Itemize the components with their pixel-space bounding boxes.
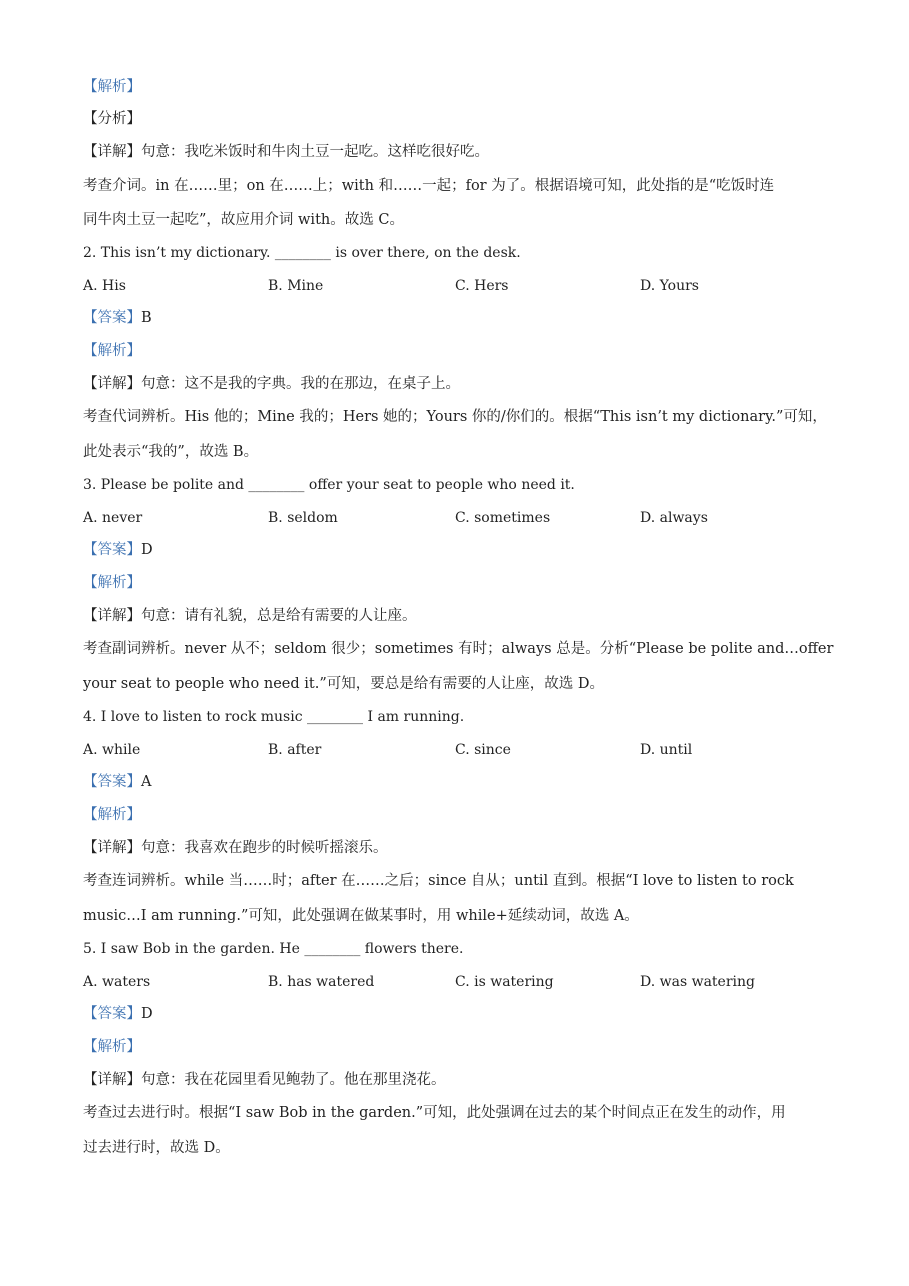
q2-stem: 2. This isn’t my dictionary. ________ is over there, on the desk. [83,245,521,261]
q3-option-d: D. always [640,510,708,526]
q2-answer: 【答案】B [83,310,152,326]
q4-option-d: D. until [640,742,693,758]
q3-option-a: A. never [83,510,143,526]
q4-explanation-2: music…I am running.”可知，此处强调在做某事时，用 while+延续动词，故选 A。 [83,908,639,924]
q4-explanation-1: 考查连词辨析。while 当……时；after 在……之后；since 自从；until 直到。根据“I love to listen to rock [83,873,794,889]
q3-detail: 【详解】句意：请有礼貌，总是给有需要的人让座。 [83,608,417,624]
q4-detail: 【详解】句意：我喜欢在跑步的时候听摇滚乐。 [83,840,388,856]
analysis-tag: 【解析】 [83,79,141,95]
q5-option-b: B. has watered [268,974,375,990]
q2-option-d: D. Yours [640,278,699,294]
q2-option-b: B. Mine [268,278,324,294]
q3-answer: 【答案】D [83,542,153,558]
q2-explanation-2: 此处表示“我的”，故选 B。 [83,444,259,460]
q3-explanation-2: your seat to people who need it.”可知，要总是给有需要的人让座，故选 D。 [83,676,604,692]
q3-stem: 3. Please be polite and ________ offer your seat to people who need it. [83,477,575,493]
q4-option-c: C. since [455,742,511,758]
q4-analysis-tag: 【解析】 [83,807,141,823]
q1-explanation-1: 考查介词。in 在……里；on 在……上；with 和……一起；for 为了。根据语境可知，此处指的是“吃饭时连 [83,178,775,194]
q5-detail: 【详解】句意：我在花园里看见鲍勃了。他在那里浇花。 [83,1072,446,1088]
q5-option-a: A. waters [83,974,151,990]
q4-stem: 4. I love to listen to rock music ________ I am running. [83,709,465,725]
q2-option-c: C. Hers [455,278,509,294]
q3-option-b: B. seldom [268,510,338,526]
q1-explanation-2: 同牛肉土豆一起吃”，故应用介词 with。故选 C。 [83,212,404,228]
fenxi-tag: 【分析】 [83,111,141,127]
q5-explanation-1: 考查过去进行时。根据“I saw Bob in the garden.”可知，此处强调在过去的某个时间点正在发生的动作，用 [83,1105,786,1121]
q5-stem: 5. I saw Bob in the garden. He ________ flowers there. [83,941,464,957]
q5-option-d: D. was watering [640,974,755,990]
q5-option-c: C. is watering [455,974,554,990]
q2-detail: 【详解】句意：这不是我的字典。我的在那边，在桌子上。 [83,376,460,392]
q5-answer: 【答案】D [83,1006,153,1022]
q2-explanation-1: 考查代词辨析。His 他的；Mine 我的；Hers 她的；Yours 你的/你们的。根据“This isn’t my dictionary.”可知， [83,409,827,425]
q3-explanation-1: 考查副词辨析。never 从不；seldom 很少；sometimes 有时；always 总是。分析“Please be polite and…offer [83,641,834,657]
q1-detail: 【详解】句意：我吃米饭时和牛肉土豆一起吃。这样吃很好吃。 [83,144,489,160]
q5-explanation-2: 过去进行时，故选 D。 [83,1140,230,1156]
q4-option-b: B. after [268,742,322,758]
q3-option-c: C. sometimes [455,510,551,526]
q5-analysis-tag: 【解析】 [83,1039,141,1055]
q3-analysis-tag: 【解析】 [83,575,141,591]
q2-option-a: A. His [83,278,126,294]
q2-analysis-tag: 【解析】 [83,343,141,359]
q4-answer: 【答案】A [83,774,152,790]
q4-option-a: A. while [83,742,141,758]
